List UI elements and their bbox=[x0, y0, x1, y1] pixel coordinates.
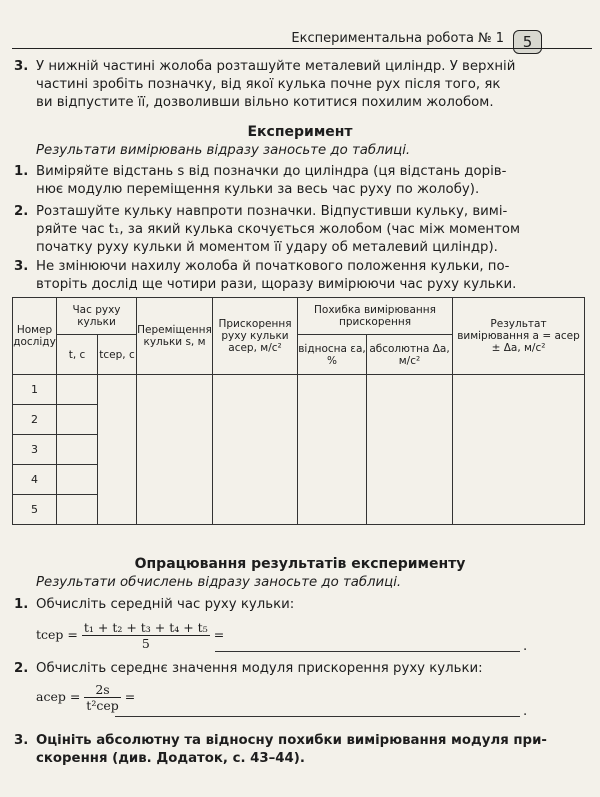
intro-line-2: частині зробіть позначку, від якої кулька почне рух після того, як bbox=[36, 77, 501, 92]
answer-line-1-dot: . bbox=[523, 639, 528, 654]
exp-step-1-line-1: Виміряйте відстань s від позначки до циліндра (ця відстань дорів- bbox=[36, 164, 507, 179]
formula-2-denominator: t²сер bbox=[86, 698, 119, 713]
proc-step-2-text: Обчисліть середнє значення модуля прискорення руху кульки: bbox=[36, 661, 483, 676]
row-number: 5 bbox=[13, 495, 57, 525]
th-displacement: Переміщення кульки s, м bbox=[137, 298, 213, 375]
answer-line-2[interactable] bbox=[115, 715, 520, 717]
exp-step-3-number: 3. bbox=[14, 259, 29, 274]
exp-step-1-line-2: нює модулю переміщення кульки за весь час руху по жолобу). bbox=[36, 182, 480, 197]
intro-step-number: 3. bbox=[14, 59, 29, 74]
cell-t[interactable] bbox=[57, 405, 98, 435]
cell-absolute-error[interactable] bbox=[367, 375, 453, 525]
row-number: 1 bbox=[13, 375, 57, 405]
th-absolute-error: абсолютна Δa, м/с² bbox=[367, 335, 453, 375]
cell-t[interactable] bbox=[57, 465, 98, 495]
exp-step-2-number: 2. bbox=[14, 204, 29, 219]
th-error: Похибка вимірювання прискорення bbox=[298, 298, 453, 335]
exp-step-3-line-2: вторіть дослід ще чотири рази, щоразу вимірюючи час руху кульки. bbox=[36, 277, 517, 292]
formula-1-fraction bbox=[82, 620, 210, 651]
cell-displacement[interactable] bbox=[137, 375, 213, 525]
cell-t-avg[interactable] bbox=[98, 375, 137, 525]
cell-acceleration[interactable] bbox=[213, 375, 298, 525]
cell-result[interactable] bbox=[453, 375, 585, 525]
th-result: Результат вимірювання a = aсер ± Δa, м/с² bbox=[453, 298, 585, 375]
processing-heading: Опрацювання результатів експерименту bbox=[134, 556, 466, 572]
cell-t[interactable] bbox=[57, 435, 98, 465]
th-acceleration: Прискорення руху кульки aсер, м/с² bbox=[213, 298, 298, 375]
formula-1-denominator: 5 bbox=[141, 636, 150, 651]
proc-step-1-number: 1. bbox=[14, 597, 29, 612]
formula-1-lhs: tсер = bbox=[36, 627, 78, 642]
th-time: Час руху кульки bbox=[57, 298, 137, 335]
answer-line-1[interactable] bbox=[215, 650, 520, 652]
results-table bbox=[12, 297, 585, 525]
th-t-avg: tсер, c bbox=[98, 335, 137, 375]
formula-2-fraction bbox=[84, 682, 120, 713]
page-header bbox=[12, 26, 592, 54]
cell-t[interactable] bbox=[57, 375, 98, 405]
proc-step-1-text: Обчисліть середній час руху кульки: bbox=[36, 597, 295, 612]
th-experiment-number: Номер досліду bbox=[13, 298, 57, 375]
proc-step-3-line-2: скорення (див. Додаток, с. 43–44). bbox=[36, 751, 305, 766]
formula-1-numerator: t₁ + t₂ + t₃ + t₄ + t₅ bbox=[83, 620, 208, 635]
experiment-note: Результати вимірювань відразу заносьте до таблиці. bbox=[36, 143, 411, 158]
formula-2-lhs: aсер = bbox=[36, 689, 81, 704]
row-number: 3 bbox=[13, 435, 57, 465]
page-number: 5 bbox=[513, 30, 542, 54]
exp-step-3-line-1: Не змінюючи нахилу жолоба й початкового положення кульки, по- bbox=[36, 259, 510, 274]
formula-mean-acceleration: aсер = $\frac{2s}{\text{t²сер}}$ = bbox=[36, 682, 136, 713]
header-rule bbox=[12, 48, 592, 49]
intro-line-3: ви відпустите її, дозволивши вільно котитися похилим жолобом. bbox=[36, 95, 494, 110]
experiment-heading: Експеримент bbox=[247, 124, 353, 140]
exp-step-2-line-1: Розташуйте кульку навпроти позначки. Відпустивши кульку, вимі- bbox=[36, 204, 508, 219]
cell-t[interactable] bbox=[57, 495, 98, 525]
answer-line-2-dot: . bbox=[523, 704, 528, 719]
proc-step-3-number: 3. bbox=[14, 733, 29, 748]
formula-2-numerator: 2s bbox=[84, 682, 120, 698]
proc-step-2-number: 2. bbox=[14, 661, 29, 676]
th-relative-error: відносна εa, % bbox=[298, 335, 367, 375]
proc-step-3-line-1: Оцініть абсолютну та відносну похибки вимірювання модуля при- bbox=[36, 733, 547, 748]
intro-line-1: У нижній частині жолоба розташуйте металевий циліндр. У верхній bbox=[36, 59, 516, 74]
formula-mean-time: tсер = $\frac{\text{t₁ + t₂ + t₃ + t₄ + t₅}}{5}$ = bbox=[36, 620, 225, 651]
row-number: 2 bbox=[13, 405, 57, 435]
exp-step-1-number: 1. bbox=[14, 164, 29, 179]
row-number: 4 bbox=[13, 465, 57, 495]
processing-note: Результати обчислень відразу заносьте до таблиці. bbox=[36, 575, 402, 590]
cell-relative-error[interactable] bbox=[298, 375, 367, 525]
exp-step-2-line-3: початку руху кульки й моментом її удару об металевий циліндр). bbox=[36, 240, 498, 255]
header-title: Експериментальна робота № 1 bbox=[291, 31, 504, 46]
exp-step-2-line-2: ряйте час t₁, за який кулька скочується жолобом (час між моментом bbox=[36, 222, 521, 237]
th-t: t, c bbox=[57, 335, 98, 375]
